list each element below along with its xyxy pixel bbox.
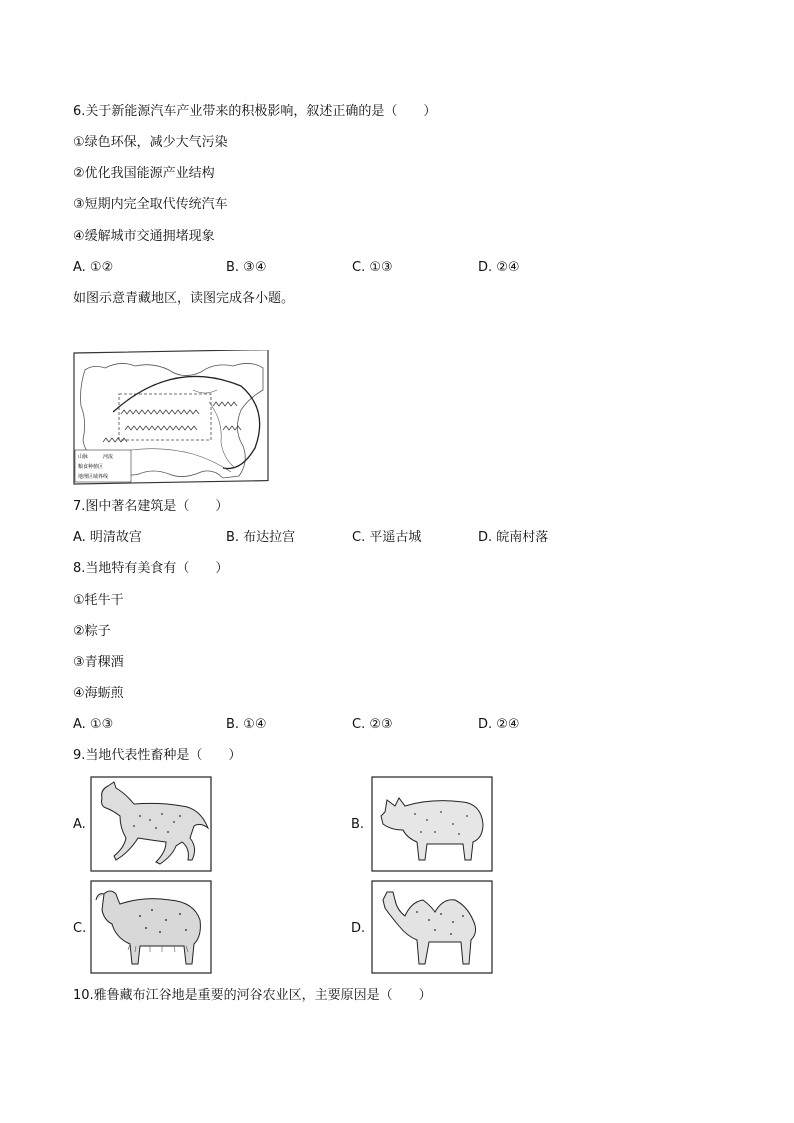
legend-mountain: 山脉 (78, 454, 89, 460)
camel-image (371, 880, 493, 974)
q9-option-c: C. (73, 921, 87, 936)
q7-option-b: B. 布达拉宫 (226, 530, 296, 545)
q8-item-3: ③青稞酒 (73, 655, 124, 670)
q9-option-d: D. (351, 921, 366, 936)
q8-item-1: ①牦牛干 (73, 593, 124, 608)
q7-option-c: C. 平遥古城 (352, 530, 422, 545)
legend-boundary: 地理区域界线 (78, 474, 109, 480)
q6-item-4: ④缓解城市交通拥堵现象 (73, 229, 215, 244)
horse-image (90, 776, 212, 872)
q8-option-b: B. ①④ (226, 717, 267, 732)
q9-option-a: A. (73, 817, 86, 832)
q7-option-d: D. 皖南村落 (478, 530, 549, 545)
q6-item-2: ②优化我国能源产业结构 (73, 166, 215, 181)
q10-stem: 10.雅鲁藏布江谷地是重要的河谷农业区，主要原因是（ ） (73, 988, 432, 1003)
q8-stem: 8.当地特有美食有（ ） (73, 561, 229, 576)
map-intro: 如图示意青藏地区，读图完成各小题。 (73, 291, 295, 306)
q6-option-a: A. ①② (73, 260, 114, 275)
q9-option-b: B. (351, 817, 365, 832)
legend-grain-area: 粮食种植区 (78, 464, 104, 470)
q6-option-b: B. ③④ (226, 260, 267, 275)
q6-option-c: C. ①③ (352, 260, 393, 275)
legend-river: 河流 (103, 454, 114, 460)
q7-stem: 7.图中著名建筑是（ ） (73, 499, 229, 514)
q8-item-4: ④海蛎煎 (73, 686, 124, 701)
q8-option-c: C. ②③ (352, 717, 393, 732)
q6-option-d: D. ②④ (478, 260, 520, 275)
yak-image (90, 880, 212, 974)
q9-stem: 9.当地代表性畜种是（ ） (73, 748, 242, 763)
q6-stem: 6.关于新能源汽车产业带来的积极影响，叙述正确的是（ ） (73, 104, 437, 119)
qinghai-tibet-map (73, 350, 270, 486)
q7-option-a: A. 明清故宫 (73, 530, 142, 545)
q8-option-a: A. ①③ (73, 717, 114, 732)
q8-option-d: D. ②④ (478, 717, 520, 732)
pig-image (371, 776, 493, 872)
q6-item-1: ①绿色环保，减少大气污染 (73, 135, 228, 150)
q6-item-3: ③短期内完全取代传统汽车 (73, 197, 228, 212)
q8-item-2: ②粽子 (73, 624, 111, 639)
